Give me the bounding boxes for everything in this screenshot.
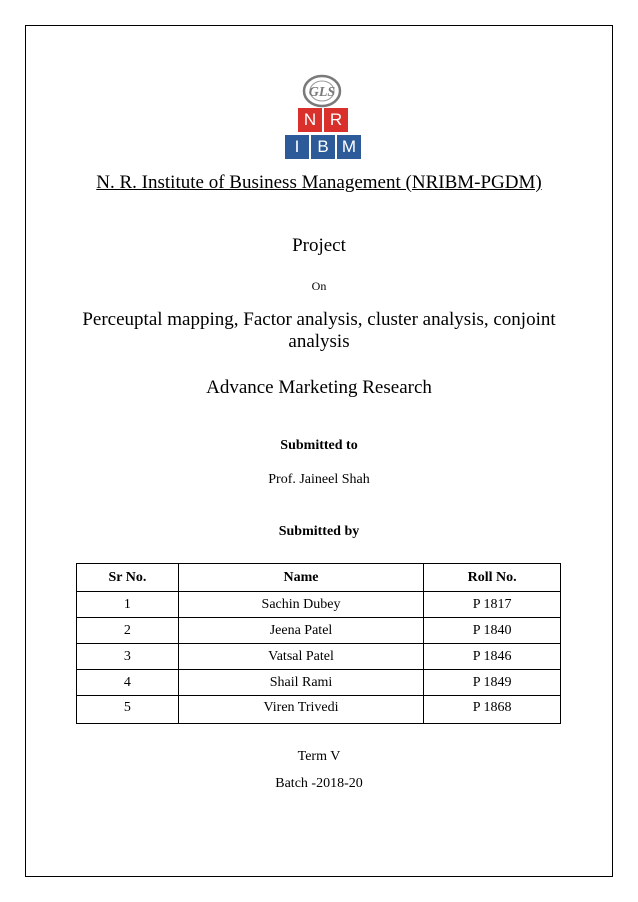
cell-sr-no: 3 — [77, 644, 179, 670]
table-row — [77, 670, 561, 696]
logo-tile-b: B — [311, 135, 335, 159]
cell-name: Sachin Dubey — [178, 592, 423, 618]
cell-name: Shail Rami — [178, 670, 423, 696]
gls-badge-icon — [302, 74, 342, 108]
cell-roll-no: P 1846 — [424, 644, 561, 670]
table-row — [77, 696, 561, 724]
cell-name: Jeena Patel — [178, 618, 423, 644]
cell-roll-no: P 1817 — [424, 592, 561, 618]
cell-name: Vatsal Patel — [178, 644, 423, 670]
members-table — [76, 563, 561, 724]
cell-roll-no: P 1868 — [424, 696, 561, 724]
cell-sr-no: 2 — [77, 618, 179, 644]
submitted-to-heading: Submitted to — [280, 438, 358, 453]
column-header-roll-no: Roll No. — [424, 564, 561, 592]
batch-label: Batch -2018-20 — [275, 776, 363, 791]
logo-letter-grid — [285, 108, 361, 160]
logo-tile-m: M — [337, 135, 361, 159]
on-label: On — [311, 279, 327, 293]
gls-badge-text: GLS — [308, 85, 336, 100]
logo-tile-n: N — [298, 108, 322, 132]
cell-name: Viren Trivedi — [178, 696, 423, 724]
cell-roll-no: P 1849 — [424, 670, 561, 696]
submitted-by-heading: Submitted by — [278, 524, 360, 539]
professor-name: Prof. Jaineel Shah — [268, 472, 370, 487]
cell-sr-no: 4 — [77, 670, 179, 696]
institute-name: N. R. Institute of Business Management (NRIBM-PGDM) — [96, 172, 542, 193]
project-label: Project — [292, 235, 346, 256]
table-row — [77, 644, 561, 670]
institute-logo — [285, 74, 361, 160]
term-label: Term V — [297, 749, 341, 764]
table-row — [77, 592, 561, 618]
project-topic: Perceuptal mapping, Factor analysis, cluster analysis, conjoint analysis — [82, 309, 556, 352]
logo-tile-r: R — [324, 108, 348, 132]
cell-roll-no: P 1840 — [424, 618, 561, 644]
cell-sr-no: 1 — [77, 592, 179, 618]
table-header-row — [77, 564, 561, 592]
column-header-sr-no: Sr No. — [77, 564, 179, 592]
cell-sr-no: 5 — [77, 696, 179, 724]
course-name: Advance Marketing Research — [206, 377, 432, 398]
table-row — [77, 618, 561, 644]
logo-tile-i: I — [285, 135, 309, 159]
column-header-name: Name — [178, 564, 423, 592]
